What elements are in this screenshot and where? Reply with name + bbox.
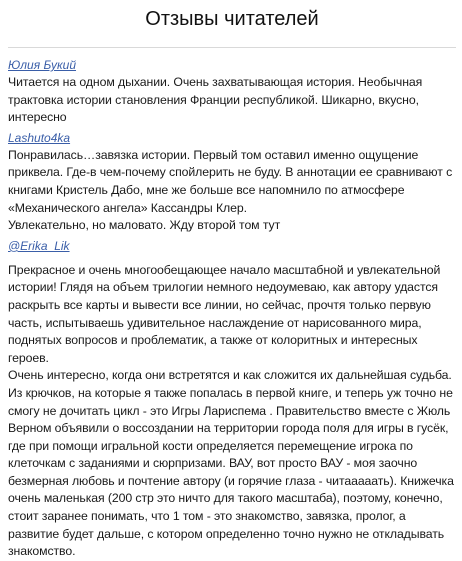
review-paragraph: Очень интересно, когда они встретятся и как сложится их дальнейшая судьба. Из крючков, на которые я также попалась в первой книге, и теперь уж точно не смогу не дочитать цикл - это Игры Лариспема . Правительство вместе с Жюль Верном объявили о воссоздании на территории города поля для игры в гусёк, где при помощи игральной кости определяется перемещение игрока по клеточкам с заданиями и сюрпризами. ВАУ, вот просто ВАУ - моя заочно безмерная любовь и почтение автору (и горячие глаза - читааааать). Книжечка очень маленькая (200 стр это ничто для такого масштаба), поэтому, конечно, стоит заранее понимать, что 1 том - это знакомство, завязка, пролог, а развитие будет дальше, с котором определенно точно нужно не откладывать знакомство. xyxy=(8,368,454,559)
reviewer-name-link[interactable]: Юлия Букий xyxy=(8,58,77,72)
review-text xyxy=(8,74,456,127)
review-text xyxy=(8,262,456,561)
review-paragraph: Увлекательно, но маловато. Жду второй том тут xyxy=(8,218,281,233)
review-paragraph: Понравилась…завязка истории. Первый том оставил именно ощущение приквела. Где-в чем-почему спойлерить не буду. В аннотации ее сравнивают с книгами Кристель Дабо, мне же больше все напомнило по атмосфере «Механического ангела» Кассандры Клер. xyxy=(8,147,453,215)
review-1 xyxy=(8,56,456,127)
title-divider xyxy=(8,47,456,48)
reviewer-name-link[interactable]: @Erika_Lik xyxy=(8,238,70,253)
review-text xyxy=(8,147,456,235)
review-paragraph: Читается на одном дыхании. Очень захватывающая история. Необычная трактовка истории становления Франции республикой. Шикарно, вкусно, интересно xyxy=(8,75,423,125)
page-title: Отзывы читателей xyxy=(145,8,319,30)
review-paragraph: Прекрасное и очень многообещающее начало масштабной и увлекательной истории! Глядя на объем трилогии немного недоумеваю, как автору удастся раскрыть все карты и вывести все линии, но сейчас, прочтя только первую часть, испытываешь удивительное наслаждение от нарисованного мира, поднятых вопросов и проблематик, а также от колоритных и интересных героев. xyxy=(8,262,441,365)
reviewer-name-link[interactable]: Lashuto4ka xyxy=(8,130,71,145)
review-2 xyxy=(8,129,456,235)
review-3 xyxy=(8,237,456,561)
